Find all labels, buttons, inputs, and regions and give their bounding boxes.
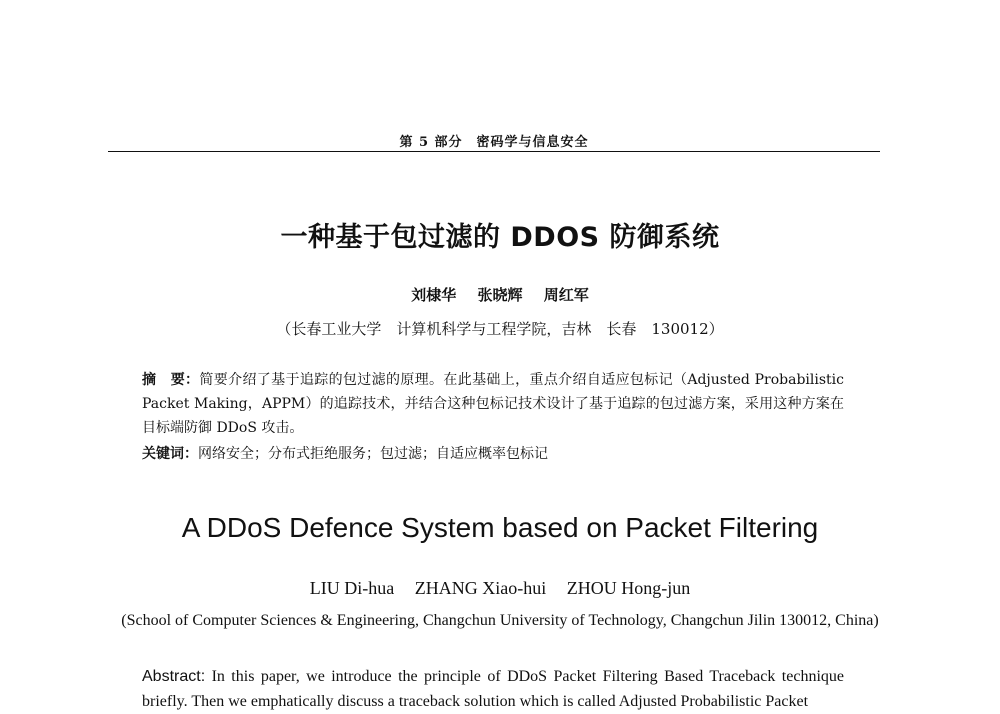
author-cn: 刘棣华 bbox=[411, 286, 457, 304]
abstract-en-text: In this paper, we introduce the principle of DDoS Packet Filtering Based Traceback technique briefly. Then we emphatically discuss a traceback solution which is called Adjusted Probabilistic Packet bbox=[142, 668, 844, 710]
paper-title-en: A DDoS Defence System based on Packet Filtering bbox=[181, 512, 819, 543]
abstract-cn-text: 简要介绍了基于追踪的包过滤的原理。在此基础上，重点介绍自适应包标记（Adjusted Probabilistic Packet Making，APPM）的追踪技术，并结合这种包标记技术设计了基于追踪的包过滤方案，采用这种方案在目标端防御 DDoS 攻击。 bbox=[142, 372, 844, 436]
keywords-cn-text: 网络安全；分布式拒绝服务；包过滤；自适应概率包标记 bbox=[198, 446, 548, 462]
keywords-cn bbox=[142, 442, 844, 466]
running-header bbox=[108, 131, 880, 150]
author-cn: 张晓辉 bbox=[477, 286, 523, 304]
affiliation-cn: （长春工业大学 计算机科学与工程学院，吉林 长春 130012） bbox=[276, 320, 724, 338]
author-cn: 周红军 bbox=[543, 286, 589, 304]
authors-en bbox=[0, 578, 1000, 599]
abstract-cn bbox=[142, 368, 844, 440]
abstract-en-label: Abstract: bbox=[142, 668, 206, 685]
author-en: ZHANG Xiao-hui bbox=[414, 578, 547, 598]
authors-cn bbox=[0, 284, 1000, 305]
author-en: ZHOU Hong-jun bbox=[566, 578, 691, 598]
header-rule bbox=[108, 151, 880, 152]
author-en: LIU Di-hua bbox=[309, 578, 395, 598]
abstract-en bbox=[142, 664, 844, 714]
affiliation-en: (School of Computer Sciences & Engineering, Changchun University of Technology, Changchun Jilin 130012, China) bbox=[121, 612, 879, 629]
header-section: 密码学与信息安全 bbox=[476, 135, 589, 150]
paper-title-cn: 一种基于包过滤的 DDOS 防御系统 bbox=[280, 222, 720, 253]
keywords-cn-label: 关键词： bbox=[142, 446, 198, 462]
header-part: 第 5 部分 bbox=[399, 135, 463, 150]
abstract-cn-label: 摘 要： bbox=[142, 372, 200, 388]
